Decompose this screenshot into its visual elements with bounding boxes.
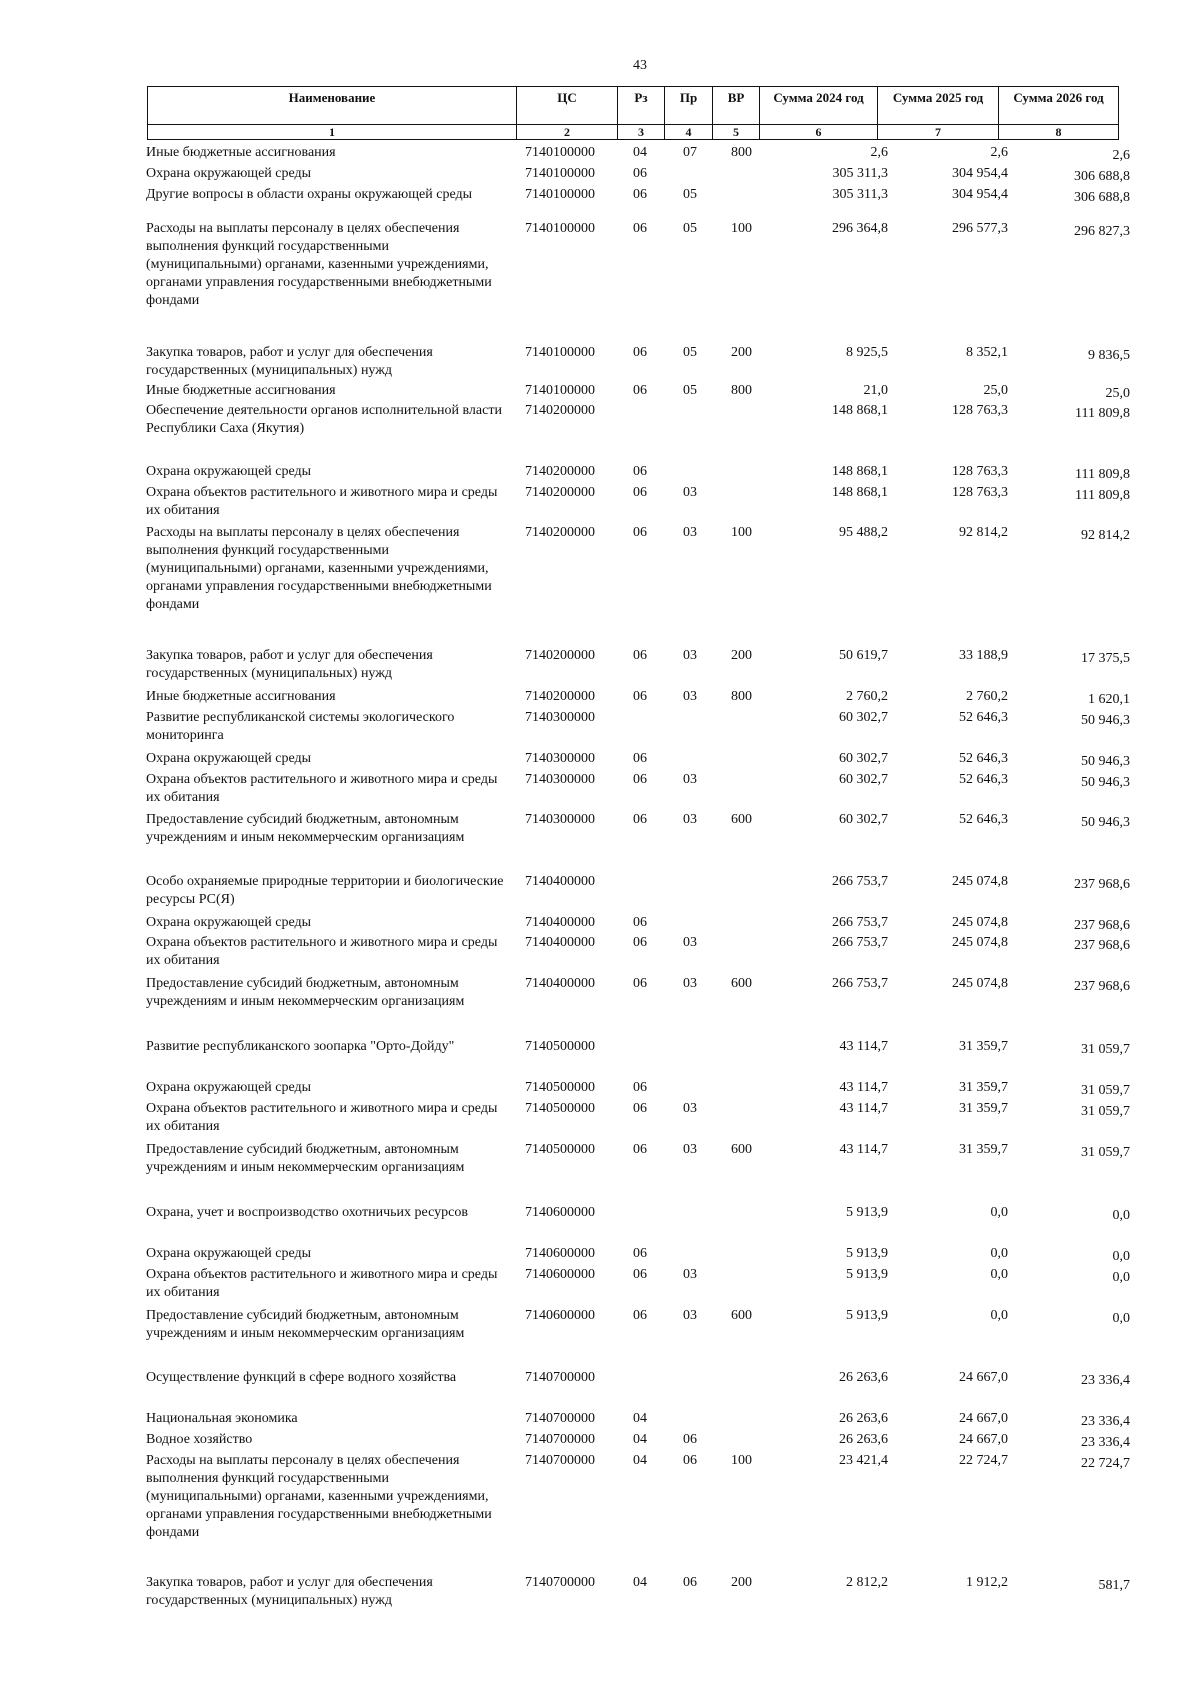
row-rz: 06 [633, 1101, 647, 1116]
row-sum-2026: 50 946,3 [1081, 713, 1130, 728]
row-sum-2025: 52 646,3 [959, 772, 1008, 787]
row-rz: 06 [633, 935, 647, 950]
row-sum-2024: 266 753,7 [832, 915, 888, 930]
table-row [0, 750, 1200, 771]
row-vr: 200 [731, 1575, 752, 1590]
row-sum-2025: 0,0 [990, 1246, 1008, 1261]
header-number: 7 [878, 125, 999, 140]
row-sum-2024: 43 114,7 [839, 1142, 888, 1157]
row-cs: 7140500000 [525, 1080, 595, 1095]
row-name: Расходы на выплаты персоналу в целях обеспечения выполнения функций государственными (муниципальными) органами, казенными учреждениями, органами управления государственными внебюджетными фондами [146, 1453, 492, 1540]
row-pr: 06 [683, 1432, 697, 1447]
table-row [0, 873, 1200, 914]
header-name: Наименование [148, 87, 517, 125]
row-vr: 100 [731, 1453, 752, 1468]
header-cs: ЦС [517, 87, 618, 125]
row-pr: 03 [683, 1308, 697, 1323]
table-row [0, 1245, 1200, 1266]
row-pr: 03 [683, 1267, 697, 1282]
row-name: Охрана объектов растительного и животного мира и среды их обитания [146, 772, 498, 805]
row-sum-2024: 305 311,3 [832, 187, 888, 202]
row-cs: 7140200000 [525, 464, 595, 479]
header-number: 6 [760, 125, 878, 140]
row-name: Закупка товаров, работ и услуг для обеспечения государственных (муниципальных) нужд [146, 1575, 433, 1608]
row-name: Осуществление функций в сфере водного хозяйства [146, 1370, 457, 1385]
table-row [0, 484, 1200, 524]
table-row [0, 934, 1200, 975]
row-rz: 06 [633, 772, 647, 787]
row-sum-2024: 305 311,3 [832, 166, 888, 181]
row-sum-2024: 60 302,7 [839, 751, 888, 766]
row-name: Охрана, учет и воспроизводство охотничьих ресурсов [146, 1205, 468, 1220]
row-vr: 200 [731, 345, 752, 360]
row-name: Иные бюджетные ассигнования [146, 383, 336, 398]
table-row [0, 1431, 1200, 1452]
table-row [0, 1079, 1200, 1100]
row-sum-2024: 266 753,7 [832, 874, 888, 889]
table-row [0, 402, 1200, 463]
row-sum-2024: 148 868,1 [832, 485, 888, 500]
row-sum-2026: 9 836,5 [1088, 348, 1130, 363]
row-sum-2026: 23 336,4 [1081, 1373, 1130, 1388]
table-row [0, 1038, 1200, 1079]
row-sum-2024: 266 753,7 [832, 935, 888, 950]
row-pr: 03 [683, 648, 697, 663]
row-sum-2026: 1 620,1 [1088, 692, 1130, 707]
table-body [0, 144, 1200, 1614]
header-pr: Пр [665, 87, 713, 125]
row-cs: 7140600000 [525, 1246, 595, 1261]
row-cs: 7140200000 [525, 403, 595, 418]
row-pr: 03 [683, 485, 697, 500]
row-sum-2025: 0,0 [990, 1267, 1008, 1282]
row-pr: 06 [683, 1575, 697, 1590]
row-sum-2024: 2 812,2 [846, 1575, 888, 1590]
row-name: Охрана окружающей среды [146, 166, 312, 181]
row-cs: 7140300000 [525, 710, 595, 725]
row-pr: 03 [683, 689, 697, 704]
row-sum-2025: 31 359,7 [959, 1142, 1008, 1157]
row-vr: 800 [731, 689, 752, 704]
row-sum-2025: 25,0 [983, 383, 1008, 398]
row-sum-2024: 148 868,1 [832, 464, 888, 479]
row-rz: 04 [633, 1575, 647, 1590]
row-sum-2025: 304 954,4 [952, 166, 1008, 181]
row-sum-2024: 148 868,1 [832, 403, 888, 418]
row-cs: 7140400000 [525, 915, 595, 930]
row-pr: 06 [683, 1453, 697, 1468]
row-name: Водное хозяйство [146, 1432, 253, 1447]
row-sum-2025: 24 667,0 [959, 1411, 1008, 1426]
table-row [0, 463, 1200, 484]
header-number: 3 [618, 125, 665, 140]
table-row [0, 382, 1200, 402]
row-pr: 03 [683, 812, 697, 827]
header-rz: Рз [618, 87, 665, 125]
row-sum-2026: 31 059,7 [1081, 1042, 1130, 1057]
row-name: Расходы на выплаты персоналу в целях обеспечения выполнения функций государственными (муниципальными) органами, казенными учреждениями, органами управления государственными внебюджетными фондами [146, 221, 492, 308]
row-sum-2026: 111 809,8 [1075, 467, 1130, 482]
table-row [0, 647, 1200, 688]
row-vr: 600 [731, 1142, 752, 1157]
row-cs: 7140300000 [525, 812, 595, 827]
row-sum-2024: 296 364,8 [832, 221, 888, 236]
row-sum-2026: 50 946,3 [1081, 815, 1130, 830]
row-sum-2026: 111 809,8 [1075, 406, 1130, 421]
row-sum-2024: 26 263,6 [839, 1432, 888, 1447]
row-sum-2025: 24 667,0 [959, 1370, 1008, 1385]
header-number: 1 [148, 125, 517, 140]
row-sum-2026: 17 375,5 [1081, 651, 1130, 666]
row-cs: 7140500000 [525, 1039, 595, 1054]
row-vr: 600 [731, 976, 752, 991]
row-pr: 03 [683, 525, 697, 540]
row-sum-2026: 31 059,7 [1081, 1145, 1130, 1160]
row-sum-2026: 25,0 [1105, 386, 1130, 401]
row-sum-2024: 60 302,7 [839, 812, 888, 827]
row-cs: 7140200000 [525, 648, 595, 663]
row-sum-2026: 296 827,3 [1074, 224, 1130, 239]
table-row [0, 1410, 1200, 1431]
row-cs: 7140500000 [525, 1101, 595, 1116]
row-cs: 7140600000 [525, 1205, 595, 1220]
row-vr: 600 [731, 1308, 752, 1323]
table-row [0, 1369, 1200, 1410]
row-name: Охрана окружающей среды [146, 915, 312, 930]
row-rz: 06 [633, 1246, 647, 1261]
row-sum-2025: 0,0 [990, 1308, 1008, 1323]
row-sum-2026: 31 059,7 [1081, 1083, 1130, 1098]
row-vr: 800 [731, 145, 752, 160]
row-sum-2025: 128 763,3 [952, 485, 1008, 500]
row-rz: 06 [633, 1267, 647, 1282]
row-name: Иные бюджетные ассигнования [146, 145, 336, 160]
header-sum-2026: Сумма 2026 год [999, 87, 1119, 125]
row-sum-2025: 128 763,3 [952, 403, 1008, 418]
row-sum-2026: 581,7 [1098, 1578, 1130, 1593]
row-sum-2026: 2,6 [1112, 148, 1130, 163]
row-name: Предоставление субсидий бюджетным, автономным учреждениям и иным некоммерческим организациям [146, 812, 465, 845]
row-sum-2026: 237 968,6 [1074, 979, 1130, 994]
row-sum-2024: 60 302,7 [839, 772, 888, 787]
row-pr: 07 [683, 145, 697, 160]
row-vr: 800 [731, 383, 752, 398]
row-cs: 7140100000 [525, 383, 595, 398]
row-rz: 06 [633, 187, 647, 202]
table-row [0, 914, 1200, 934]
table-row [0, 1100, 1200, 1141]
row-cs: 7140700000 [525, 1370, 595, 1385]
row-name: Предоставление субсидий бюджетным, автономным учреждениям и иным некоммерческим организациям [146, 976, 465, 1009]
row-sum-2026: 0,0 [1112, 1249, 1130, 1264]
row-sum-2025: 33 188,9 [959, 648, 1008, 663]
row-cs: 7140100000 [525, 166, 595, 181]
row-sum-2024: 2,6 [870, 145, 888, 160]
row-name: Охрана окружающей среды [146, 1246, 312, 1261]
row-pr: 03 [683, 1142, 697, 1157]
row-cs: 7140600000 [525, 1267, 595, 1282]
row-sum-2024: 50 619,7 [839, 648, 888, 663]
row-name: Охрана объектов растительного и животного мира и среды их обитания [146, 1101, 498, 1134]
row-cs: 7140700000 [525, 1575, 595, 1590]
row-pr: 03 [683, 772, 697, 787]
row-sum-2024: 43 114,7 [839, 1080, 888, 1095]
header-number: 5 [713, 125, 760, 140]
row-sum-2026: 237 968,6 [1074, 877, 1130, 892]
row-sum-2026: 92 814,2 [1081, 528, 1130, 543]
row-pr: 03 [683, 976, 697, 991]
row-cs: 7140700000 [525, 1411, 595, 1426]
row-name: Охрана объектов растительного и животного мира и среды их обитания [146, 1267, 498, 1300]
row-name: Закупка товаров, работ и услуг для обеспечения государственных (муниципальных) нужд [146, 648, 433, 681]
row-sum-2024: 23 421,4 [839, 1453, 888, 1468]
row-rz: 06 [633, 915, 647, 930]
header-number: 8 [999, 125, 1119, 140]
row-cs: 7140200000 [525, 485, 595, 500]
table-row [0, 1307, 1200, 1369]
row-sum-2025: 31 359,7 [959, 1039, 1008, 1054]
table-row [0, 1204, 1200, 1245]
table-row [0, 975, 1200, 1038]
header-sum-2025: Сумма 2025 год [878, 87, 999, 125]
row-rz: 06 [633, 345, 647, 360]
row-sum-2025: 296 577,3 [952, 221, 1008, 236]
table-row [0, 1266, 1200, 1307]
row-cs: 7140700000 [525, 1432, 595, 1447]
row-name: Охрана окружающей среды [146, 1080, 312, 1095]
row-sum-2025: 245 074,8 [952, 976, 1008, 991]
row-name: Расходы на выплаты персоналу в целях обеспечения выполнения функций государственными (муниципальными) органами, казенными учреждениями, органами управления государственными внебюджетными фондами [146, 525, 492, 612]
table-row [0, 688, 1200, 709]
row-sum-2025: 92 814,2 [959, 525, 1008, 540]
row-rz: 06 [633, 166, 647, 181]
row-sum-2024: 26 263,6 [839, 1370, 888, 1385]
table-header [147, 86, 1119, 140]
row-sum-2026: 23 336,4 [1081, 1414, 1130, 1429]
row-cs: 7140200000 [525, 525, 595, 540]
row-vr: 100 [731, 525, 752, 540]
row-rz: 06 [633, 812, 647, 827]
row-pr: 05 [683, 187, 697, 202]
row-rz: 06 [633, 648, 647, 663]
row-cs: 7140700000 [525, 1453, 595, 1468]
row-rz: 06 [633, 221, 647, 236]
row-sum-2026: 0,0 [1112, 1208, 1130, 1223]
row-name: Особо охраняемые природные территории и биологические ресурсы РС(Я) [146, 874, 504, 907]
row-rz: 06 [633, 485, 647, 500]
row-rz: 06 [633, 383, 647, 398]
table-row [0, 811, 1200, 873]
row-sum-2026: 237 968,6 [1074, 918, 1130, 933]
row-sum-2025: 1 912,2 [966, 1575, 1008, 1590]
row-rz: 04 [633, 145, 647, 160]
row-sum-2025: 245 074,8 [952, 874, 1008, 889]
row-name: Охрана окружающей среды [146, 464, 312, 479]
row-sum-2025: 31 359,7 [959, 1101, 1008, 1116]
row-sum-2025: 0,0 [990, 1205, 1008, 1220]
row-sum-2026: 237 968,6 [1074, 938, 1130, 953]
row-sum-2025: 8 352,1 [966, 345, 1008, 360]
row-pr: 03 [683, 1101, 697, 1116]
row-sum-2024: 5 913,9 [846, 1246, 888, 1261]
row-sum-2024: 2 760,2 [846, 689, 888, 704]
row-sum-2026: 306 688,8 [1074, 169, 1130, 184]
row-sum-2025: 2,6 [990, 145, 1008, 160]
table-row [0, 186, 1200, 220]
row-pr: 05 [683, 345, 697, 360]
table-row [0, 709, 1200, 750]
row-sum-2024: 5 913,9 [846, 1205, 888, 1220]
table-row [0, 771, 1200, 811]
row-sum-2025: 245 074,8 [952, 915, 1008, 930]
row-sum-2026: 0,0 [1112, 1311, 1130, 1326]
row-sum-2026: 31 059,7 [1081, 1104, 1130, 1119]
row-sum-2024: 43 114,7 [839, 1039, 888, 1054]
table-row [0, 144, 1200, 165]
row-sum-2026: 50 946,3 [1081, 775, 1130, 790]
table-row [0, 1452, 1200, 1574]
row-sum-2025: 31 359,7 [959, 1080, 1008, 1095]
row-cs: 7140600000 [525, 1308, 595, 1323]
row-cs: 7140100000 [525, 187, 595, 202]
row-cs: 7140300000 [525, 751, 595, 766]
row-rz: 06 [633, 751, 647, 766]
header-vr: ВР [713, 87, 760, 125]
row-sum-2026: 23 336,4 [1081, 1435, 1130, 1450]
page-number: 43 [633, 58, 647, 73]
table-row [0, 165, 1200, 186]
row-sum-2025: 52 646,3 [959, 710, 1008, 725]
row-name: Развитие республиканской системы экологического мониторинга [146, 710, 455, 743]
row-sum-2024: 5 913,9 [846, 1267, 888, 1282]
row-sum-2024: 266 753,7 [832, 976, 888, 991]
row-rz: 06 [633, 689, 647, 704]
row-rz: 06 [633, 464, 647, 479]
row-cs: 7140100000 [525, 221, 595, 236]
header-number-row [148, 125, 1119, 140]
row-vr: 100 [731, 221, 752, 236]
table-row [0, 220, 1200, 344]
row-rz: 06 [633, 976, 647, 991]
row-name: Развитие республиканского зоопарка "Орто-Дойду" [146, 1039, 455, 1054]
table-row [0, 344, 1200, 382]
row-sum-2024: 26 263,6 [839, 1411, 888, 1426]
row-sum-2025: 24 667,0 [959, 1432, 1008, 1447]
row-sum-2024: 43 114,7 [839, 1101, 888, 1116]
row-sum-2025: 245 074,8 [952, 935, 1008, 950]
row-sum-2026: 111 809,8 [1075, 488, 1130, 503]
row-name: Обеспечение деятельности органов исполнительной власти Республики Саха (Якутия) [146, 403, 502, 436]
row-name: Охрана объектов растительного и животного мира и среды их обитания [146, 485, 498, 518]
table-row [0, 524, 1200, 647]
row-sum-2024: 60 302,7 [839, 710, 888, 725]
row-rz: 04 [633, 1432, 647, 1447]
row-cs: 7140300000 [525, 772, 595, 787]
header-row [148, 87, 1119, 125]
row-pr: 05 [683, 221, 697, 236]
row-sum-2025: 128 763,3 [952, 464, 1008, 479]
row-sum-2025: 22 724,7 [959, 1453, 1008, 1468]
row-name: Предоставление субсидий бюджетным, автономным учреждениям и иным некоммерческим организациям [146, 1142, 465, 1175]
table-row [0, 1574, 1200, 1614]
row-name: Национальная экономика [146, 1411, 298, 1426]
row-name: Охрана объектов растительного и животного мира и среды их обитания [146, 935, 498, 968]
row-name: Предоставление субсидий бюджетным, автономным учреждениям и иным некоммерческим организациям [146, 1308, 465, 1341]
row-sum-2026: 306 688,8 [1074, 190, 1130, 205]
row-name: Охрана окружающей среды [146, 751, 312, 766]
row-sum-2026: 22 724,7 [1081, 1456, 1130, 1471]
row-cs: 7140400000 [525, 874, 595, 889]
row-rz: 06 [633, 1080, 647, 1095]
row-cs: 7140400000 [525, 935, 595, 950]
table-row [0, 1141, 1200, 1204]
row-vr: 600 [731, 812, 752, 827]
row-cs: 7140200000 [525, 689, 595, 704]
row-name: Другие вопросы в области охраны окружающей среды [146, 187, 472, 202]
row-sum-2024: 95 488,2 [839, 525, 888, 540]
row-rz: 06 [633, 1308, 647, 1323]
header-sum-2024: Сумма 2024 год [760, 87, 878, 125]
row-cs: 7140100000 [525, 145, 595, 160]
row-sum-2024: 21,0 [863, 383, 888, 398]
row-sum-2026: 0,0 [1112, 1270, 1130, 1285]
header-number: 2 [517, 125, 618, 140]
row-rz: 04 [633, 1453, 647, 1468]
row-pr: 05 [683, 383, 697, 398]
row-rz: 06 [633, 1142, 647, 1157]
row-name: Иные бюджетные ассигнования [146, 689, 336, 704]
row-sum-2024: 8 925,5 [846, 345, 888, 360]
row-sum-2025: 304 954,4 [952, 187, 1008, 202]
row-sum-2025: 52 646,3 [959, 812, 1008, 827]
row-cs: 7140500000 [525, 1142, 595, 1157]
row-sum-2025: 2 760,2 [966, 689, 1008, 704]
row-cs: 7140400000 [525, 976, 595, 991]
row-sum-2026: 50 946,3 [1081, 754, 1130, 769]
row-pr: 03 [683, 935, 697, 950]
row-rz: 06 [633, 525, 647, 540]
row-vr: 200 [731, 648, 752, 663]
header-number: 4 [665, 125, 713, 140]
row-rz: 04 [633, 1411, 647, 1426]
row-cs: 7140100000 [525, 345, 595, 360]
row-sum-2024: 5 913,9 [846, 1308, 888, 1323]
row-name: Закупка товаров, работ и услуг для обеспечения государственных (муниципальных) нужд [146, 345, 433, 378]
row-sum-2025: 52 646,3 [959, 751, 1008, 766]
